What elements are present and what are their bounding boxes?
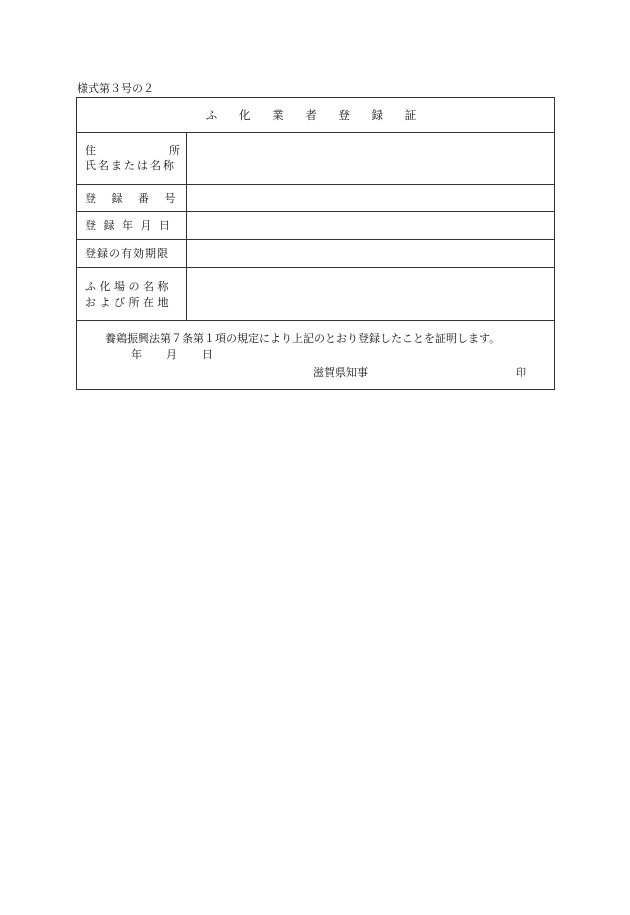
- registration-number-label: 登 録 番 号: [85, 192, 182, 205]
- certification-block: [77, 321, 554, 391]
- date-day-label: 日: [202, 348, 213, 361]
- address-name-label-cell: [77, 133, 187, 184]
- name-label: 氏名または名称: [85, 159, 176, 172]
- validity-period-row: [77, 240, 554, 268]
- certification-statement: 養鶏振興法第７条第１項の規定により上記のとおり登録したことを証明します。: [105, 332, 501, 345]
- hatchery-value[interactable]: [188, 268, 554, 320]
- registration-date-label: 登 録 年 月 日: [85, 219, 172, 232]
- registration-number-value[interactable]: [188, 185, 554, 211]
- address-label-b: 所: [169, 144, 180, 157]
- hatchery-location-label: お よ び 所 在 地: [85, 296, 169, 309]
- form-title: ふ 化 業 者 登 録 証: [77, 98, 554, 133]
- date-year-label: 年: [131, 348, 142, 361]
- hatchery-label-cell: [77, 268, 187, 320]
- address-name-value[interactable]: [188, 133, 554, 184]
- registration-number-label-cell: [77, 185, 187, 211]
- form-number: 様式第３号の２: [77, 82, 154, 95]
- validity-period-label: 登録の有効期限: [85, 247, 169, 260]
- address-name-row: [77, 133, 554, 185]
- validity-period-label-cell: [77, 240, 187, 267]
- registration-certificate-form: [76, 97, 555, 390]
- registration-date-label-cell: [77, 212, 187, 239]
- registration-date-value[interactable]: [188, 212, 554, 239]
- address-label-a: 住: [85, 144, 96, 157]
- registration-number-row: [77, 185, 554, 212]
- seal-mark: 印: [516, 368, 526, 379]
- registration-date-row: [77, 212, 554, 240]
- issuer-label: 滋賀県知事: [313, 366, 368, 379]
- hatchery-row: [77, 268, 554, 321]
- date-month-label: 月: [166, 348, 177, 361]
- validity-period-value[interactable]: [188, 240, 554, 267]
- hatchery-name-label: ふ 化 場 の 名 称: [85, 280, 169, 293]
